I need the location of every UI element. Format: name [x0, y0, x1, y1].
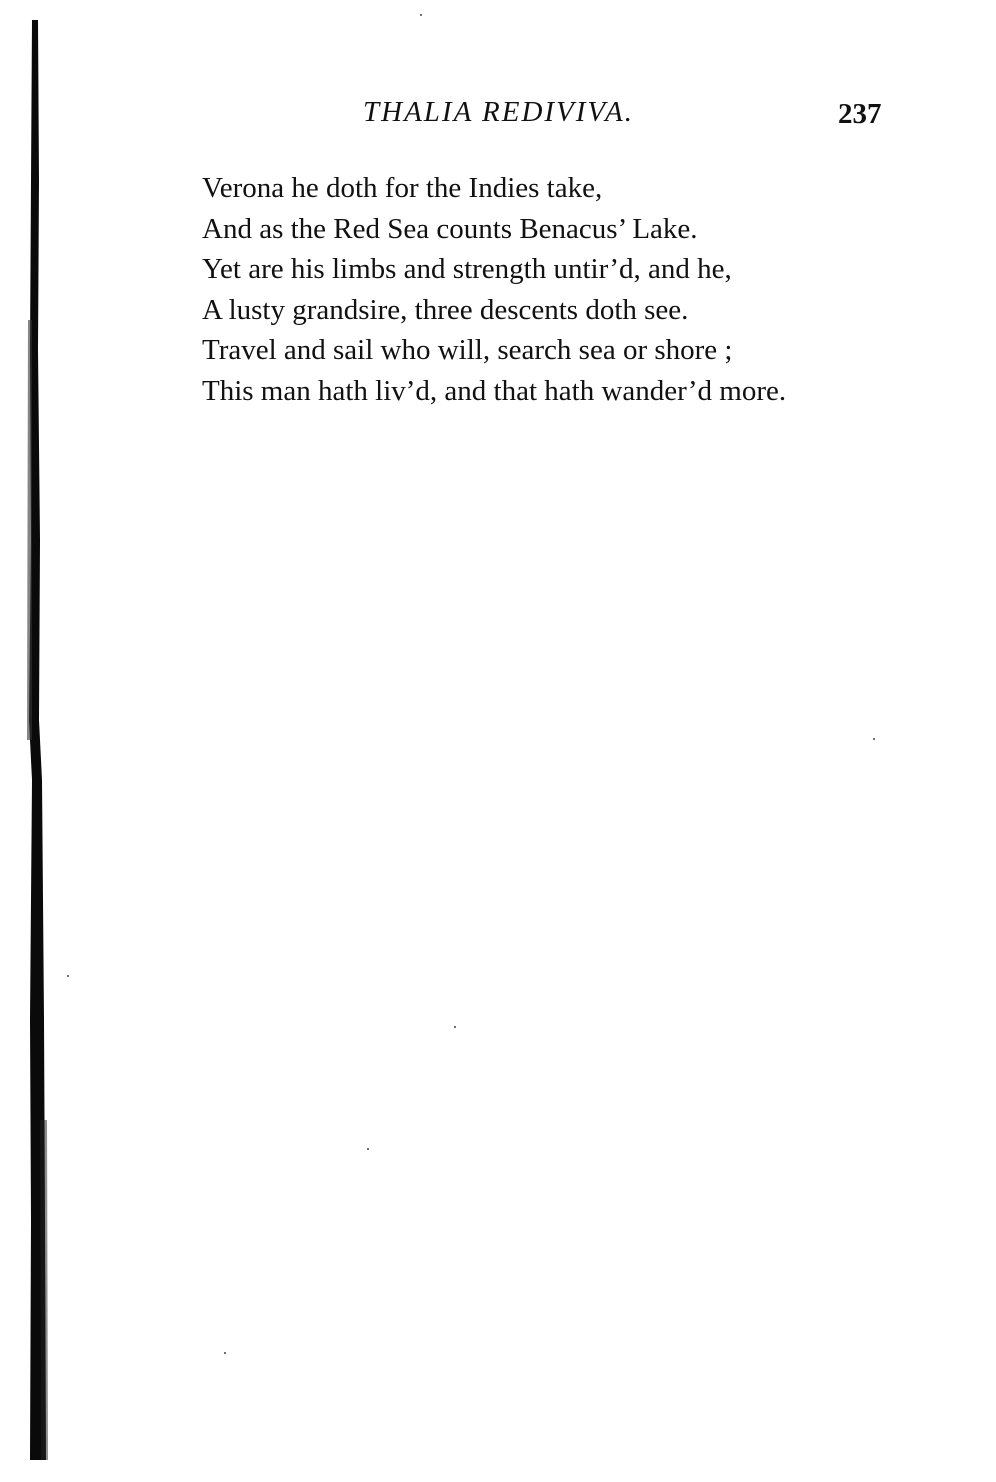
binding-gutter-shadow [26, 20, 48, 1460]
verse-line: Yet are his limbs and strength untir’d, and he, [202, 253, 732, 285]
running-title: THALIA REDIVIVA. [363, 96, 634, 128]
scan-speck [454, 1026, 456, 1028]
scan-speck [67, 975, 69, 977]
scan-speck [224, 1352, 226, 1354]
verse-line: Verona he doth for the Indies take, [202, 172, 603, 204]
verse-line: This man hath liv’d, and that hath wander’d more. [202, 374, 787, 407]
verse-line: A lusty grandsire, three descents doth see. [202, 293, 689, 326]
scan-speck [420, 14, 422, 16]
scan-speck [873, 738, 875, 740]
verse-line: And as the Red Sea counts Benacus’ Lake. [202, 212, 698, 245]
verse-line: Travel and sail who will, search sea or shore ; [202, 334, 733, 366]
gutter-shadow-graphic [26, 20, 48, 1460]
page-number: 237 [838, 98, 882, 130]
verse-stanza [202, 168, 942, 411]
scan-speck [367, 1148, 369, 1150]
